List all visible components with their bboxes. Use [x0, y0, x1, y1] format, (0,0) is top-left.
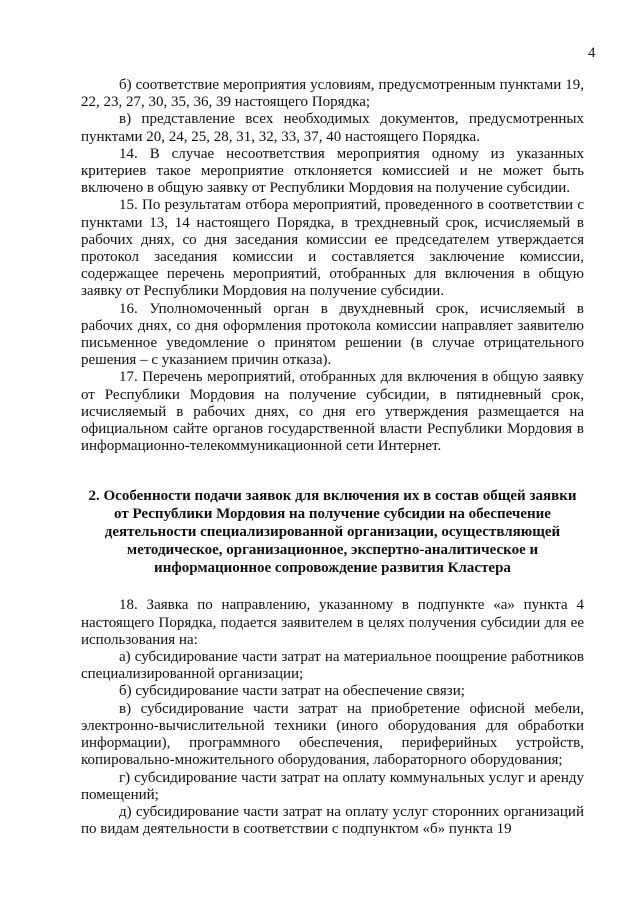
list-item-d: г) субсидирование части затрат на оплату коммунальных услуг и аренду помещений;: [81, 769, 584, 803]
paragraph-17: 17. Перечень мероприятий, отобранных для включения в общую заявку от Республики Мордовия на получение субсидии, в пятидневный срок, исчисляемый в рабочих днях, со дня его утверждения размещается на официальном сайте органов государственной власти Республики Мордовия в информационно-телекоммуникационной сети Интернет.: [81, 369, 584, 455]
section-heading: 2. Особенности подачи заявок для включения их в состав общей заявки от Республики Мордовия на получение субсидии на обеспечение деятельности специализированной организации, осуществляющей методическое, организационное, экспертно-аналитическое и информационное сопровождение развития Кластера: [88, 488, 577, 577]
paragraph-14: 14. В случае несоответствия мероприятия одному из указанных критериев такое мероприятие отклоняется комиссией и не может быть включено в общую заявку от Республики Мордовия на получение субсидии.: [81, 145, 584, 197]
list-item-a: а) субсидирование части затрат на материальное поощрение работников специализированной организации;: [81, 649, 584, 683]
paragraph-13b: б) соответствие мероприятия условиям, предусмотренным пунктами 19, 22, 23, 27, 30, 35, 36, 39 настоящего Порядка;: [81, 77, 584, 111]
list-item-b: б) субсидирование части затрат на обеспечение связи;: [119, 683, 465, 700]
document-body: [81, 77, 584, 838]
paragraph-18: 18. Заявка по направлению, указанному в подпункте «а» пункта 4 настоящего Порядка, подается заявителем в целях получения субсидии для ее использования на:: [81, 597, 584, 648]
page-number: 4: [588, 45, 596, 61]
paragraph-16: 16. Уполномоченный орган в двухдневный срок, исчисляемый в рабочих днях, со дня оформления протокола комиссии направляет заявителю письменное уведомление о принятом решении (в случае отрицательного решения – с указанием причин отказа).: [81, 300, 584, 369]
paragraph-13c: в) представление всех необходимых документов, предусмотренных пунктами 20, 24, 25, 28, 31, 32, 33, 37, 40 настоящего Порядка.: [81, 111, 584, 145]
paragraph-15: 15. По результатам отбора мероприятий, проведенного в соответствии с пунктами 13, 14 настоящего Порядка, в трехдневный срок, исчисляемый в рабочих днях, со дня заседания комиссии ее председателем утверждается протокол заседания комиссии и составляется заключение комиссии, содержащее перечень мероприятий, отобранных для включения в общую заявку от Республики Мордовия на получение субсидии.: [81, 197, 584, 300]
list-item-c: в) субсидирование части затрат на приобретение офисной мебели, электронно-вычислительной техники (иного оборудования для обработки информации), программного обеспечения, периферийных устройств, копировально-множительного оборудования, лабораторного оборудования;: [81, 700, 584, 769]
list-item-e: д) субсидирование части затрат на оплату услуг сторонних организаций по видам деятельности в соответствии с подпунктом «б» пункта 19: [81, 803, 584, 838]
